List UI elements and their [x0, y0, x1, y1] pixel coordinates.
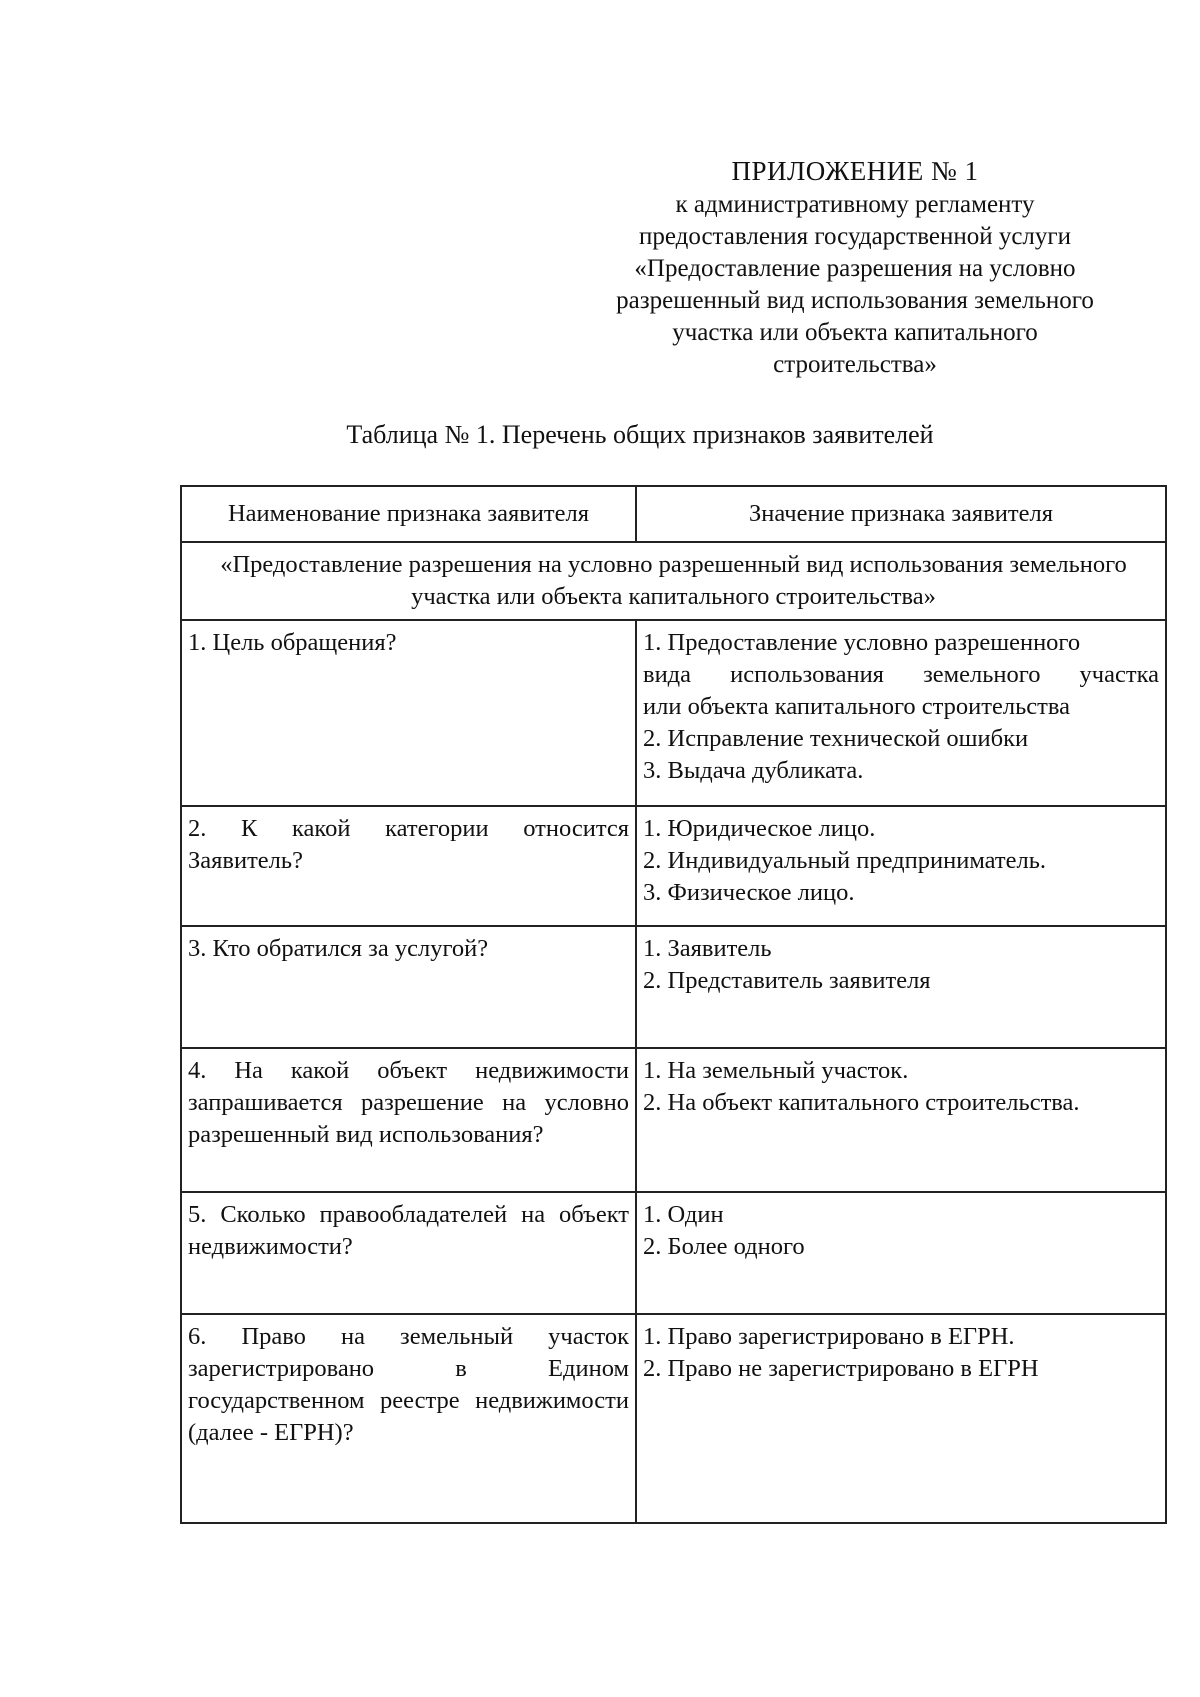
- answers-cell: [636, 1192, 1166, 1314]
- answer-line: 1. На земельный участок.: [643, 1057, 909, 1084]
- applicant-features-table: [180, 485, 1167, 1524]
- answers-cell: [636, 1048, 1166, 1192]
- answer-line: 2. Более одного: [643, 1233, 805, 1260]
- answers-cell: [636, 806, 1166, 926]
- answer-line: 2. Исправление технической ошибки: [643, 725, 1029, 752]
- answers-cell: [636, 1314, 1166, 1523]
- answer-line: 2. На объект капитального строительства.: [643, 1089, 1080, 1116]
- answers-cell: [636, 620, 1166, 806]
- appendix-subtitle-line: строительства»: [773, 351, 937, 378]
- answer-line: 1. Один: [643, 1201, 724, 1228]
- question-cell: 1. Цель обращения?: [181, 620, 636, 806]
- answer-line: 3. Выдача дубликата.: [643, 757, 864, 784]
- appendix-subtitle-line: разрешенный вид использования земельного: [616, 287, 1094, 314]
- question-cell: 5. Сколько правообладателей на объект недвижимости?: [181, 1192, 636, 1314]
- appendix-subtitle-line: участка или объекта капитального: [672, 319, 1038, 346]
- answer-line: 2. Индивидуальный предприниматель.: [643, 847, 1047, 874]
- appendix-subtitle-line: предоставления государственной услуги: [638, 223, 1072, 250]
- service-title-row: [181, 542, 1166, 620]
- column-header-feature-name: Наименование признака заявителя: [181, 486, 636, 542]
- answer-line: 1. Заявитель: [643, 935, 772, 962]
- answer-line: 1. Предоставление условно разрешенного: [643, 629, 1081, 656]
- table-row: [181, 1314, 1166, 1523]
- question-cell: 3. Кто обратился за услугой?: [181, 926, 636, 1048]
- answer-line: 1. Юридическое лицо.: [643, 815, 876, 842]
- table-row: [181, 806, 1166, 926]
- table-row: [181, 1048, 1166, 1192]
- answer-line: 2. Право не зарегистрировано в ЕГРН: [643, 1355, 1039, 1382]
- answer-line: 1. Право зарегистрировано в ЕГРН.: [643, 1323, 1015, 1350]
- question-cell: 4. На какой объект недвижимости запрашивается разрешение на условно разрешенный вид использования?: [181, 1048, 636, 1192]
- answers-cell: [636, 926, 1166, 1048]
- question-cell: 2. К какой категории относится Заявитель?: [181, 806, 636, 926]
- answer-line: или объекта капитального строительства: [643, 693, 1070, 720]
- table-row: [181, 926, 1166, 1048]
- question-cell: 6. Право на земельный участок зарегистрировано в Едином государственном реестре недвижимости (далее - ЕГРН)?: [181, 1314, 636, 1523]
- table-row: [181, 620, 1166, 806]
- answer-line: 3. Физическое лицо.: [643, 879, 855, 906]
- appendix-title: ПРИЛОЖЕНИЕ № 1: [731, 156, 979, 186]
- appendix-subtitle-line: к административному регламенту: [675, 191, 1035, 218]
- table-row: [181, 1192, 1166, 1314]
- service-title-cell: «Предоставление разрешения на условно разрешенный вид использования земельного участка или объекта капитального строительства»: [181, 542, 1166, 620]
- answer-line: вида использования земельного участка: [643, 661, 1159, 688]
- appendix-header: [585, 155, 1125, 381]
- answer-line: 2. Представитель заявителя: [643, 967, 931, 994]
- table-header-row: [181, 486, 1166, 542]
- column-header-feature-value: Значение признака заявителя: [636, 486, 1166, 542]
- appendix-subtitle-line: «Предоставление разрешения на условно: [634, 255, 1076, 282]
- table-caption: Таблица № 1. Перечень общих признаков заявителей: [346, 420, 934, 449]
